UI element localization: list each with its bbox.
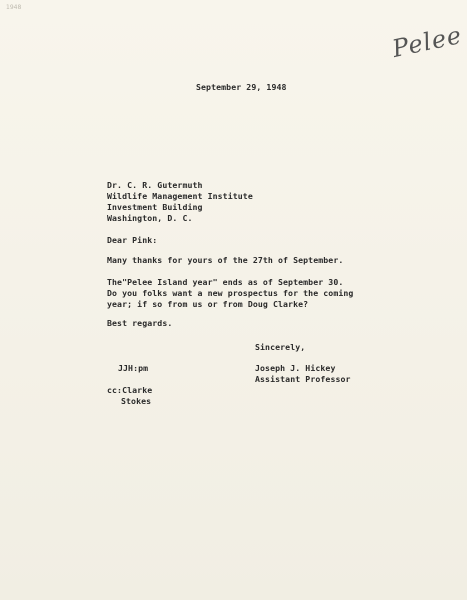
cc-line: Stokes bbox=[121, 396, 152, 406]
closing-line: Best regards. bbox=[107, 318, 173, 328]
corner-smudge: 1948 bbox=[6, 4, 22, 11]
body-line: The"Pelee Island year" ends as of September 30. bbox=[107, 277, 344, 287]
body-line: Do you folks want a new prospectus for the coming bbox=[107, 288, 354, 298]
body-line: Many thanks for yours of the 27th of September. bbox=[107, 255, 344, 265]
cc-line: cc:Clarke bbox=[107, 385, 153, 395]
recipient-line: Dr. C. R. Gutermuth bbox=[107, 180, 203, 190]
recipient-line: Washington, D. C. bbox=[107, 213, 193, 223]
signature-title: Assistant Professor bbox=[255, 374, 351, 384]
recipient-line: Investment Building bbox=[107, 202, 203, 212]
sign-off: Sincerely, bbox=[255, 342, 306, 352]
body-line: year; if so from us or from Doug Clarke? bbox=[107, 299, 309, 309]
handwritten-note: Pelee bbox=[389, 20, 465, 64]
salutation: Dear Pink: bbox=[107, 235, 158, 245]
typist-initials: JJH:pm bbox=[118, 363, 149, 373]
recipient-line: Wildlife Management Institute bbox=[107, 191, 253, 201]
letter-date: September 29, 1948 bbox=[196, 82, 287, 92]
signature-name: Joseph J. Hickey bbox=[255, 363, 336, 373]
